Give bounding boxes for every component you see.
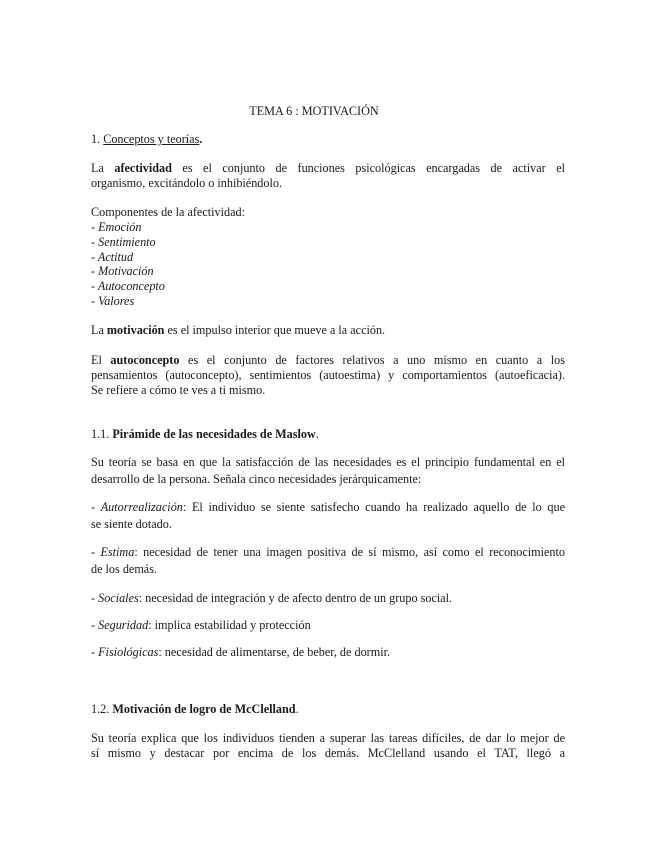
section-1-1-dot: . [315,427,319,441]
section-1-1-number: 1.1. [91,427,113,441]
need-text: : implica estabilidad y protección [148,618,311,632]
need-autorrealizacion-line-2: se siente dotado. [91,517,172,531]
componentes-intro: Componentes de la afectividad: [91,205,245,219]
section-1-1-title: Pirámide de las necesidades de Maslow [112,427,316,441]
need-estima-line-1 [91,545,565,560]
motivacion-term: motivación [106,323,165,337]
section-1-2-dot: . [295,702,299,716]
need-estima-line-2: de los demás. [91,562,158,576]
autoconcepto-pre: El [91,353,111,367]
motivacion-pre: La [91,323,107,337]
need-text: : necesidad de integración y de afecto dentro de un grupo social. [138,591,453,605]
mcclelland-para-line-2: sí mismo y destacar por encima de los demás. McClelland usando el TAT, llegó a [91,746,565,760]
autoconcepto-line-2: pensamientos (autoconcepto), sentimientos (autoestima) y comportamientos (autoeficacia). [91,368,565,382]
need-fisiologicas [91,645,390,660]
need-text: : necesidad de alimentarse, de beber, de dormir. [158,645,391,659]
section-1-1-heading [91,427,319,442]
afectividad-line-1 [91,161,565,176]
need-name: Sociales [98,591,139,605]
autoconcepto-line-1 [91,353,565,368]
section-1-2-title: Motivación de logro de McClelland [112,702,296,716]
autoconcepto-term: autoconcepto [110,353,180,367]
need-text: : necesidad de tener una imagen positiva de sí mismo, así como el reconocimiento [134,545,565,559]
need-name: Estima [100,545,135,559]
maslow-para-line-2: desarrollo de la persona. Señala cinco necesidades jerárquicamente: [91,472,422,486]
section-1-number: 1. [91,132,104,146]
section-1-title: Conceptos y teorías [103,132,200,146]
componente-item: - Sentimiento [91,235,156,249]
need-dash: - [91,618,99,632]
need-name: Fisiológicas [98,645,159,659]
autoconcepto-rest: es el conjunto de factores relativos a uno mismo en cuanto a los [179,353,565,367]
need-dash: - [91,591,99,605]
componente-item: - Actitud [91,250,134,264]
afectividad-term: afectividad [114,161,172,175]
need-seguridad [91,618,311,633]
need-dash: - [91,500,101,514]
afectividad-pre: La [91,161,115,175]
need-sociales [91,591,452,606]
maslow-para-line-1: Su teoría se basa en que la satisfacción de las necesidades es el principio fundamental en el [91,455,565,469]
mcclelland-para-line-1: Su teoría explica que los individuos tienden a superar las tareas difíciles, de dar lo mejor de [91,731,565,745]
section-1-dot: . [199,132,203,146]
section-1-2-number: 1.2. [91,702,113,716]
componente-item: - Motivación [91,264,154,278]
autoconcepto-line-3: Se refiere a cómo te ves a ti mismo. [91,383,266,397]
componente-item: - Valores [91,294,135,308]
motivacion-paragraph [91,323,385,338]
need-dash: - [91,645,99,659]
afectividad-rest: es el conjunto de funciones psicológicas encargadas de activar el [171,161,565,175]
afectividad-line-2: organismo, excitándolo o inhibiéndolo. [91,176,283,190]
need-autorrealizacion-line-1 [91,500,565,515]
componente-item: - Autoconcepto [91,279,165,293]
need-dash: - [91,545,101,559]
need-name: Seguridad [98,618,149,632]
componente-item: - Emoción [91,220,142,234]
document-title: TEMA 6 : MOTIVACIÓN [249,104,379,118]
section-1-heading [91,132,202,147]
motivacion-rest: es el impulso interior que mueve a la acción. [164,323,386,337]
section-1-2-heading [91,702,299,717]
need-name: Autorrealización [100,500,183,514]
need-text: : El individuo se siente satisfecho cuando ha realizado aquello de lo que [182,500,565,514]
